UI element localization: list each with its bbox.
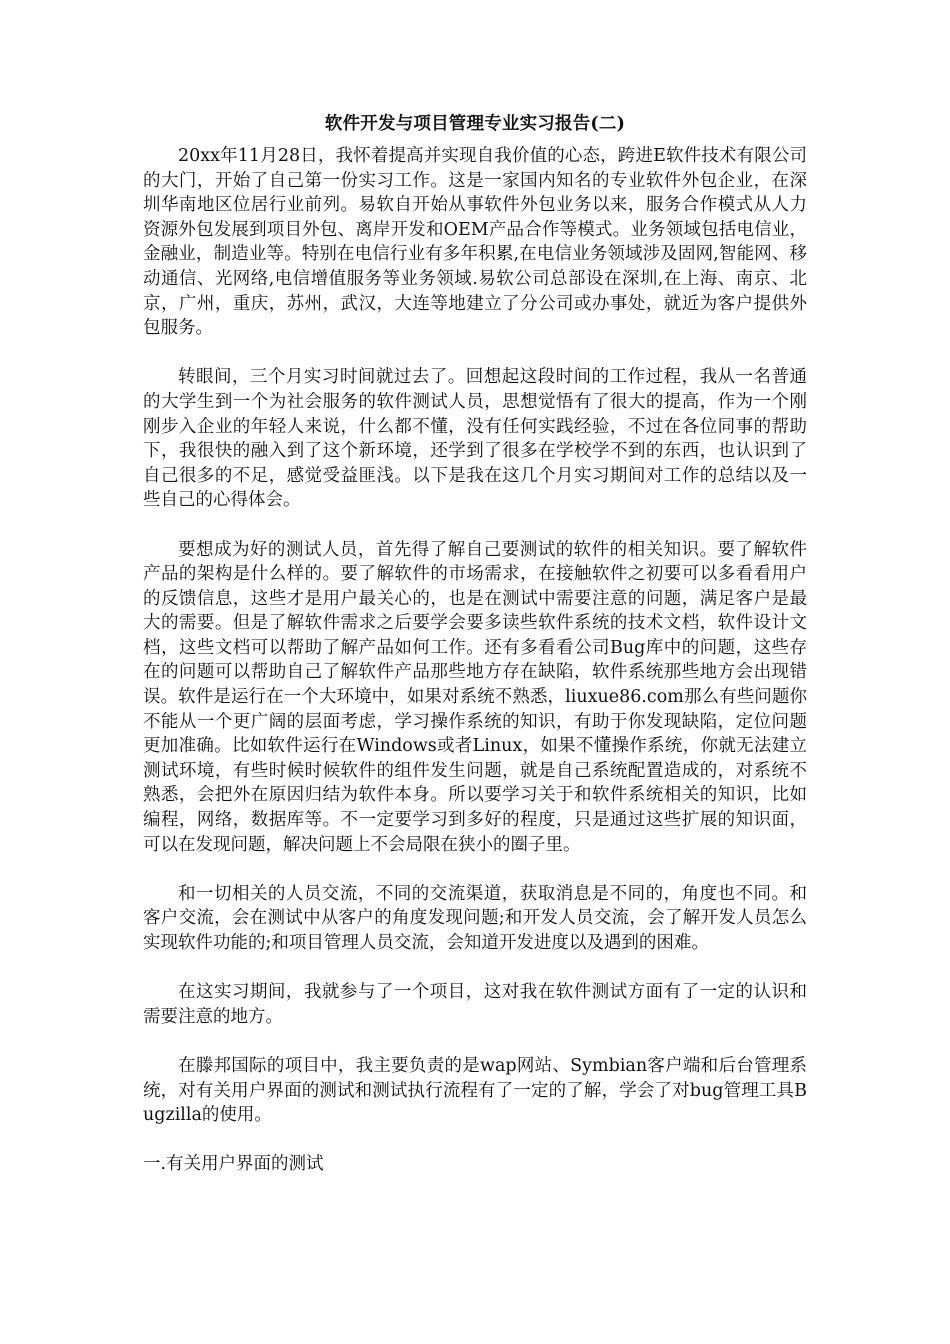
document-title: 软件开发与项目管理专业实习报告(二) bbox=[324, 114, 626, 134]
paragraph-reflection: 转眼间，三个月实习时间就过去了。回想起这段时间的工作过程，我从一名普通的大学生到一个为社会服务的软件测试人员，思想觉悟有了很大的提高，作为一个刚刚步入企业的年轻人来说，什么都不懂，没有任何实践经验，不过在各位同事的帮助下，我很快的融入到了这个新环境，还学到了很多在学校学不到的东西，也认识到了自己很多的不足，感觉受益匪浅。以下是我在这几个月实习期间对工作的总结以及一些自己的心得体会。 bbox=[143, 367, 807, 511]
paragraph-project: 在这实习期间，我就参与了一个项目，这对我在软件测试方面有了一定的认识和需要注意的地方。 bbox=[143, 982, 807, 1027]
paragraph-intro: 20xx年11月28日，我怀着提高并实现自我价值的心态，跨进E软件技术有限公司的大门，开始了自己第一份实习工作。这是一家国内知名的专业软件外包企业，在深圳华南地区位居行业前列。易软自开始从事软件外包业务以来，服务合作模式从人力资源外包发展到项目外包、离岸开发和OEM产品合作等模式。业务领域包括电信业，金融业，制造业等。特别在电信行业有多年积累,在电信业务领域涉及固网,智能网、移动通信、光网络,电信增值服务等业务领域.易软公司总部设在深圳,在上海、南京、北京，广州，重庆，苏州，武汉，大连等地建立了分公司或办事处，就近为客户提供外包服务。 bbox=[143, 146, 807, 339]
section-heading: 一.有关用户界面的测试 bbox=[143, 1154, 324, 1175]
paragraph-communication: 和一切相关的人员交流，不同的交流渠道，获取消息是不同的，角度也不同。和客户交流，会在测试中从客户的角度发现问题;和开发人员交流，会了解开发人员怎么实现软件功能的;和项目管理人员交流，会知道开发进度以及遇到的困难。 bbox=[143, 883, 807, 953]
paragraph-testing-knowledge: 要想成为好的测试人员，首先得了解自己要测试的软件的相关知识。要了解软件产品的架构是什么样的。要了解软件的市场需求，在接触软件之初要可以多看看用户的反馈信息，这些才是用户最关心的，也是在测试中需要注意的问题，满足客户是最大的需要。但是了解软件需求之后要学会要多读些软件系统的技术文档，软件设计文档，这些文档可以帮助了解产品如何工作。还有多看看公司Bug库中的问题，这些存在的问题可以帮助自己了解软件产品那些地方存在缺陷，软件系统那些地方会出现错误。软件是运行在一个大环境中，如果对系统不熟悉，liuxue86.com那么有些问题你不能从一个更广阔的层面考虑，学习操作系统的知识，有助于你发现缺陷，定位问题更加准确。比如软件运行在Windows或者Linux，如果不懂操作系统，你就无法建立测试环境，有些时候时候软件的组件发生问题，就是自己系统配置造成的，对系统不熟悉，会把外在原因归结为软件本身。所以要学习关于和软件系统相关的知识，比如编程，网络，数据库等。不一定要学习到多好的程度，只是通过这些扩展的知识面，可以在发现问题，解决问题上不会局限在狭小的圈子里。 bbox=[143, 539, 807, 855]
paragraph-tengbang: 在滕邦国际的项目中，我主要负责的是wap网站、Symbian客户端和后台管理系统，对有关用户界面的测试和测试执行流程有了一定的了解，学会了对bug管理工具Bugzilla的使用。 bbox=[143, 1055, 807, 1126]
document-page bbox=[143, 112, 807, 1177]
